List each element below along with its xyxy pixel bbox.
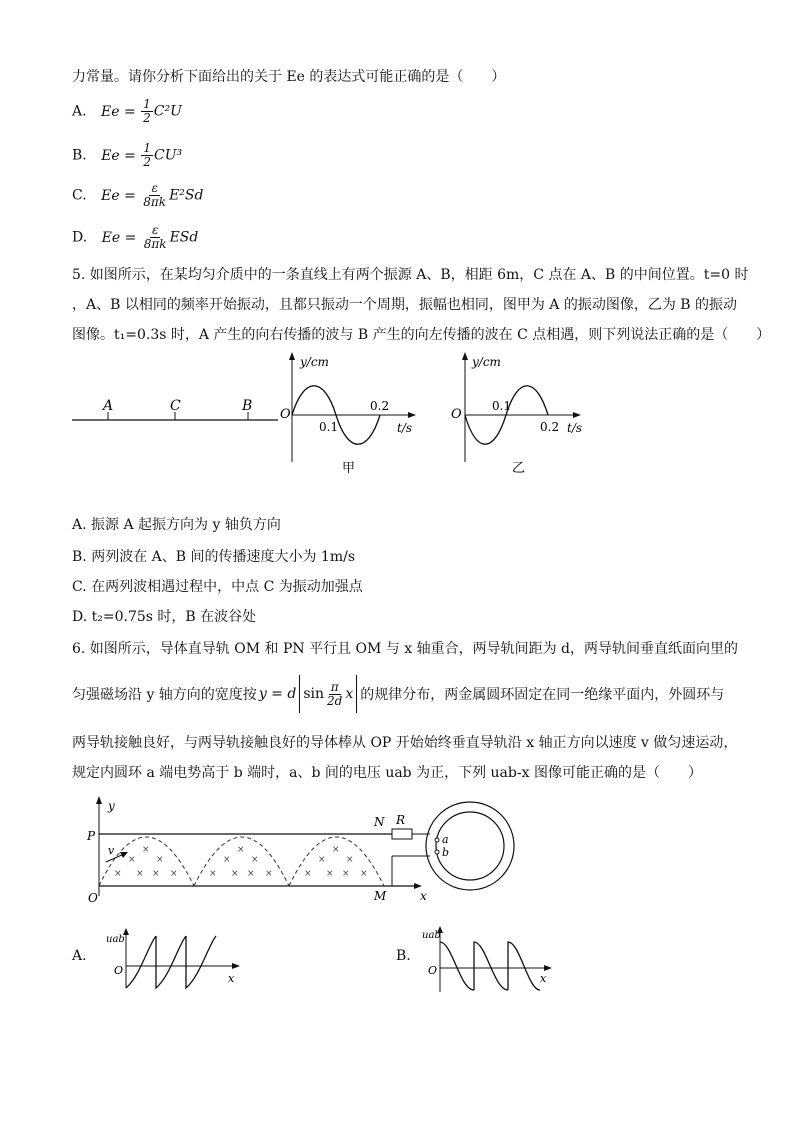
option-lhs: Ee = xyxy=(101,147,136,164)
point-m-label: M xyxy=(374,889,387,903)
svg-text:×: × xyxy=(251,855,259,865)
svg-text:×: × xyxy=(346,855,354,865)
jia-y-arrow xyxy=(289,352,295,360)
yi-x-arrow xyxy=(573,412,581,418)
jia-y-label: y/cm xyxy=(300,355,329,369)
graph-yi xyxy=(451,352,582,476)
q5-option-c[interactable]: C. 在两列波相遇过程中，中点 C 为振动加强点 xyxy=(72,579,363,595)
a-x-label: x xyxy=(228,972,235,985)
option-label: C. xyxy=(72,187,87,204)
svg-text:×: × xyxy=(209,869,217,879)
a-x-arrow xyxy=(232,963,240,969)
resistor xyxy=(392,829,412,839)
a-curve xyxy=(126,936,216,988)
q6-line2-post: 的规律分布，两金属圆环固定在同一绝缘平面内，外圆环与 xyxy=(360,687,725,703)
q6-stem-line4: 规定内圆环 a 端电势高于 b 端时，a、b 间的电压 uab 为正，下列 uab-x 图像可能正确的是（ ） xyxy=(72,765,702,781)
q5-stem-line3: 图像。t₁=0.3s 时，A 产生的向右传播的波与 B 产生的向左传播的波在 C 点相遇，则下列说法正确的是（ ） xyxy=(72,327,771,343)
outer-ring xyxy=(426,802,514,890)
svg-text:×: × xyxy=(142,845,150,855)
yi-tick1: 0.1 xyxy=(492,399,512,413)
q6-stem-line1: 6. 如图所示，导体直导轨 OM 和 PN 平行且 OM 与 x 轴重合，两导轨间距为 d，两导轨间垂直纸面向里的 xyxy=(72,641,739,657)
option-fraction: $\frac{1}{2}$ xyxy=(143,141,151,169)
jia-x-label: t/s xyxy=(397,421,413,435)
q6-answer-b-graph[interactable] xyxy=(420,924,560,996)
q4-option-c[interactable] xyxy=(72,182,203,209)
svg-text:×: × xyxy=(136,869,144,879)
option-lhs: Ee = xyxy=(101,229,137,246)
y-axis-label: y xyxy=(108,799,115,813)
point-p-label: P xyxy=(87,829,96,843)
svg-text:×: × xyxy=(332,845,340,855)
q5-option-d[interactable]: D. t₂=0.75s 时，B 在波谷处 xyxy=(72,609,257,625)
yi-x-label: t/s xyxy=(567,421,583,435)
point-a-label: A xyxy=(103,398,114,414)
svg-text:×: × xyxy=(247,869,255,879)
q6-eq-var: x xyxy=(345,686,354,702)
option-fraction: $\frac{1}{2}$ xyxy=(143,97,151,125)
velocity-label: v xyxy=(108,844,115,857)
b-y-label: uab xyxy=(422,930,441,941)
q5-option-a[interactable]: A. 振源 A 起振方向为 y 轴负方向 xyxy=(72,517,281,533)
option-fraction: $\frac{\varepsilon}{8\pi k}$ xyxy=(143,223,167,251)
jia-x-arrow xyxy=(408,412,416,418)
option-rhs: CU³ xyxy=(153,147,183,164)
svg-text:×: × xyxy=(231,869,239,879)
terminal-b xyxy=(435,850,439,854)
svg-text:×: × xyxy=(156,855,164,865)
q5-figure xyxy=(60,350,600,480)
q4-option-d[interactable] xyxy=(72,224,198,251)
graph-jia xyxy=(280,352,416,476)
point-c-label: C xyxy=(170,398,181,414)
svg-text:×: × xyxy=(237,845,245,855)
option-label: B. xyxy=(72,147,87,164)
q6-answer-a-label[interactable]: A. xyxy=(72,948,87,964)
option-fraction: $\frac{\varepsilon}{8\pi k}$ xyxy=(143,181,167,209)
svg-text:×: × xyxy=(360,869,368,879)
b-origin: O xyxy=(428,964,438,977)
q6-eq-fraction: $\frac{\pi}{2d}$ xyxy=(327,679,343,708)
svg-text:×: × xyxy=(265,869,273,879)
b-x-arrow xyxy=(544,965,552,971)
b-x-label: x xyxy=(540,972,547,985)
q6-figure xyxy=(84,796,544,908)
field-crosses xyxy=(114,845,368,879)
q6-eq-sin: sin xyxy=(303,686,325,702)
terminal-a xyxy=(435,838,439,842)
option-lhs: Ee = xyxy=(101,187,136,204)
svg-text:×: × xyxy=(170,869,178,879)
a-origin: O xyxy=(114,964,124,977)
yi-tick2: 0.2 xyxy=(540,420,560,434)
option-rhs: ESd xyxy=(169,229,199,246)
resistor-label: R xyxy=(396,813,406,827)
q4-intro: 力常量。请你分析下面给出的关于 Ee 的表达式可能正确的是（ ） xyxy=(72,69,506,85)
yi-origin: O xyxy=(451,407,462,422)
a-y-label: uab xyxy=(106,934,125,945)
option-lhs: Ee = xyxy=(101,103,136,120)
option-label: D. xyxy=(72,229,88,246)
jia-caption: 甲 xyxy=(342,461,356,476)
jia-tick2: 0.2 xyxy=(370,399,390,413)
yi-caption: 乙 xyxy=(512,461,526,476)
q4-option-a[interactable] xyxy=(72,98,182,125)
svg-text:×: × xyxy=(318,855,326,865)
jia-tick1: 0.1 xyxy=(319,420,339,434)
q6-stem-line2 xyxy=(72,676,724,712)
y-axis-arrow xyxy=(96,796,102,804)
q6-answer-b-label[interactable]: B. xyxy=(396,948,411,964)
q6-eq-lhs: y = d xyxy=(258,686,297,702)
option-label: A. xyxy=(72,103,87,120)
q6-answer-a-graph[interactable] xyxy=(104,926,244,992)
svg-text:×: × xyxy=(326,869,334,879)
svg-text:×: × xyxy=(342,869,350,879)
svg-text:×: × xyxy=(114,869,122,879)
point-b-label: B xyxy=(242,398,253,414)
yi-y-arrow xyxy=(462,352,468,360)
option-rhs: C²U xyxy=(153,103,182,120)
origin-label: O xyxy=(88,891,98,905)
q6-abs-bars xyxy=(299,675,357,713)
q5-stem-line1: 5. 如图所示，在某均匀介质中的一条直线上有两个振源 A、B，相距 6m，C 点在 A、B 的中间位置。t=0 时 xyxy=(72,267,749,283)
svg-text:×: × xyxy=(304,869,312,879)
q5-option-b[interactable]: B. 两列波在 A、B 间的传播速度大小为 1m/s xyxy=(72,549,356,565)
option-rhs: E²Sd xyxy=(169,187,204,204)
svg-text:×: × xyxy=(152,869,160,879)
q6-stem-line3: 两导轨接触良好，与两导轨接触良好的导体棒从 OP 开始始终垂直导轨沿 x 轴正方向以速度 v 做匀速运动， xyxy=(72,735,738,751)
q6-line2-pre: 匀强磁场沿 y 轴方向的宽度按 xyxy=(72,687,257,703)
x-axis-label: x xyxy=(420,889,427,903)
b-curve xyxy=(440,942,540,990)
q4-option-b[interactable] xyxy=(72,142,182,169)
point-n-label: N xyxy=(374,815,385,829)
svg-text:×: × xyxy=(128,855,136,865)
jia-origin: O xyxy=(280,407,291,422)
terminal-a-label: a xyxy=(442,833,449,846)
yi-y-label: y/cm xyxy=(472,355,501,369)
svg-text:×: × xyxy=(223,855,231,865)
q5-stem-line2: ，A、B 以相同的频率开始振动，且都只振动一个周期，振幅也相同，图甲为 A 的振动图像，乙为 B 的振动 xyxy=(72,297,738,313)
terminal-b-label: b xyxy=(442,846,450,859)
